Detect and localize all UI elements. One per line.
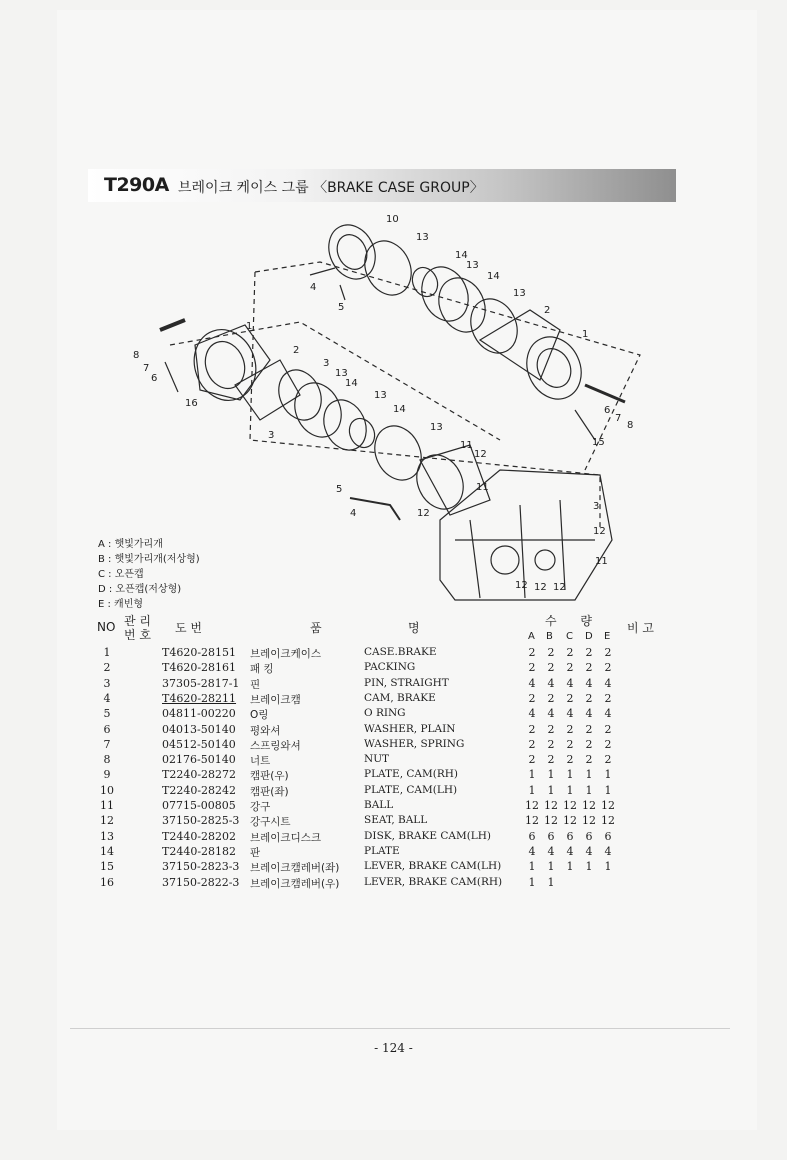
- row-qty-b: 4: [547, 707, 555, 721]
- row-korean-name: 브레이크캠레버(좌): [250, 862, 340, 875]
- row-qty-c: 6: [566, 829, 574, 843]
- row-qty-a: 2: [528, 646, 536, 659]
- row-part-number: T2440-28202: [162, 829, 237, 843]
- row-qty-a: 4: [528, 676, 536, 690]
- callout-1a: 1: [582, 329, 589, 340]
- qty-col-a: A: [528, 631, 535, 642]
- row-qty-a: 4: [528, 844, 536, 858]
- row-qty-e: 2: [604, 661, 612, 675]
- table-row: [0, 814, 787, 829]
- section-code: T290A: [104, 174, 169, 196]
- row-qty-a: 1: [528, 768, 536, 782]
- row-qty-b: 6: [547, 829, 555, 843]
- callout-11b: 11: [595, 556, 608, 567]
- callout-12d: 12: [515, 580, 528, 591]
- row-qty-c: 2: [566, 691, 574, 705]
- row-qty-e: 2: [604, 737, 612, 751]
- row-qty-e: 6: [604, 829, 612, 843]
- row-part-number: 04013-50140: [162, 722, 236, 736]
- table-row: [0, 677, 787, 692]
- page-number: - 124 -: [374, 1041, 413, 1055]
- row-qty-e: 1: [604, 860, 612, 874]
- row-qty-b: 4: [547, 844, 555, 858]
- qty-col-b: B: [546, 631, 553, 642]
- row-korean-name: 캠판(좌): [250, 785, 289, 798]
- row-qty-b: 2: [547, 753, 555, 767]
- row-qty-c: 4: [566, 676, 574, 690]
- row-qty-b: 2: [547, 646, 555, 659]
- table-row: [0, 753, 787, 768]
- row-korean-name: 너트: [250, 755, 271, 768]
- row-qty-a: 6: [528, 829, 536, 843]
- row-qty-b: 12: [544, 799, 558, 812]
- row-no: 14: [100, 844, 114, 858]
- row-description: LEVER, BRAKE CAM(RH): [364, 875, 503, 888]
- row-qty-a: 2: [528, 722, 536, 736]
- row-qty-c: 4: [566, 844, 574, 858]
- row-qty-b: 2: [547, 661, 555, 675]
- callout-13d: 13: [335, 368, 348, 379]
- row-no: 7: [103, 737, 111, 751]
- row-qty-e: 2: [604, 753, 612, 767]
- callout-15: 15: [592, 437, 605, 448]
- row-description: PLATE, CAM(RH): [364, 768, 459, 781]
- row-qty-d: 1: [585, 860, 593, 874]
- row-qty-d: 2: [585, 753, 593, 767]
- callout-14c: 14: [345, 378, 358, 389]
- row-qty-b: 1: [547, 783, 555, 797]
- row-qty-d: 1: [585, 783, 593, 797]
- table-row: [0, 646, 787, 661]
- row-qty-c: 1: [566, 783, 574, 797]
- row-no: 15: [100, 860, 114, 874]
- row-part-number: 37305-2817-1: [162, 676, 240, 690]
- table-row: [0, 738, 787, 753]
- row-no: 5: [103, 707, 111, 721]
- callout-13b: 13: [466, 260, 479, 271]
- callout-4a: 4: [310, 282, 317, 293]
- row-qty-a: 12: [525, 814, 539, 828]
- row-qty-a: 1: [528, 875, 536, 889]
- row-korean-name: O링: [250, 709, 269, 722]
- table-row: [0, 784, 787, 799]
- row-part-number: 37150-2825-3: [162, 814, 240, 828]
- row-qty-c: 2: [566, 661, 574, 675]
- row-description: WASHER, PLAIN: [364, 722, 456, 735]
- row-qty-a: 2: [528, 691, 536, 705]
- row-part-number: T2440-28182: [162, 844, 237, 858]
- row-no: 6: [103, 722, 111, 736]
- row-qty-b: 2: [547, 722, 555, 736]
- row-description: PACKING: [364, 661, 416, 674]
- row-qty-d: 6: [585, 829, 593, 843]
- row-qty-c: 2: [566, 737, 574, 751]
- row-qty-b: 4: [547, 676, 555, 690]
- row-qty-e: 2: [604, 722, 612, 736]
- callout-9: 10: [386, 214, 399, 225]
- row-part-number: T4620-28161: [162, 661, 237, 675]
- row-no: 13: [100, 829, 114, 843]
- row-description: LEVER, BRAKE CAM(LH): [364, 860, 502, 873]
- callout-3a: 3: [323, 358, 330, 369]
- row-qty-b: 1: [547, 768, 555, 782]
- table-row: [0, 692, 787, 707]
- row-description: BALL: [364, 799, 394, 811]
- callout-7b: 7: [615, 413, 622, 424]
- row-qty-c: 2: [566, 722, 574, 736]
- callout-6a: 6: [151, 373, 158, 384]
- row-no: 4: [103, 691, 111, 705]
- row-part-number: 04811-00220: [162, 707, 236, 721]
- table-row: [0, 768, 787, 783]
- row-qty-e: 4: [604, 707, 612, 721]
- callout-13f: 13: [430, 422, 443, 433]
- callout-12c: 12: [593, 526, 606, 537]
- row-no: 12: [100, 814, 114, 828]
- row-description: PIN, STRAIGHT: [364, 676, 449, 689]
- row-part-number: 37150-2823-3: [162, 860, 240, 874]
- callout-8a: 8: [133, 350, 140, 361]
- row-part-number: 37150-2822-3: [162, 875, 240, 889]
- row-qty-e: 4: [604, 844, 612, 858]
- table-row: [0, 799, 787, 814]
- row-qty-d: 2: [585, 737, 593, 751]
- row-qty-b: 12: [544, 814, 558, 828]
- callout-1b: 1: [246, 321, 253, 332]
- qty-col-c: C: [566, 631, 573, 642]
- row-part-number: 04512-50140: [162, 737, 236, 751]
- table-row: [0, 876, 787, 891]
- callout-2b: 2: [293, 345, 300, 356]
- row-description: CASE.BRAKE: [364, 646, 437, 658]
- header-drawing-no: 도 번: [175, 621, 202, 635]
- row-korean-name: 브레이크디스크: [250, 831, 322, 844]
- row-qty-d: 1: [585, 768, 593, 782]
- row-qty-a: 12: [525, 799, 539, 812]
- row-qty-c: 12: [563, 814, 577, 828]
- table-row: [0, 860, 787, 875]
- qty-col-d: D: [585, 631, 593, 642]
- callout-13a: 13: [416, 232, 429, 243]
- row-korean-name: 브레이크캠: [250, 693, 301, 706]
- row-korean-name: 핀: [250, 678, 261, 691]
- row-no: 8: [103, 753, 111, 767]
- row-no: 10: [100, 783, 114, 797]
- row-qty-d: 2: [585, 661, 593, 675]
- callout-5b: 5: [336, 484, 343, 495]
- row-korean-name: 브레이크캠레버(우): [250, 877, 340, 890]
- row-korean-name: 강구시트: [250, 816, 291, 829]
- table-row: [0, 661, 787, 676]
- row-part-number: T2240-28242: [162, 783, 237, 797]
- row-qty-e: 1: [604, 783, 612, 797]
- callout-14b: 14: [487, 271, 500, 282]
- row-qty-a: 1: [528, 860, 536, 874]
- row-description: WASHER, SPRING: [364, 737, 465, 750]
- row-qty-a: 2: [528, 661, 536, 675]
- row-qty-d: 2: [585, 646, 593, 659]
- row-description: DISK, BRAKE CAM(LH): [364, 829, 492, 842]
- row-qty-e: 4: [604, 676, 612, 690]
- legend-item: A : 햇빛가리개: [98, 539, 163, 550]
- row-qty-c: 12: [563, 799, 577, 812]
- table-row: [0, 707, 787, 722]
- callout-4b: 4: [350, 508, 357, 519]
- row-qty-d: 12: [582, 814, 596, 828]
- row-description: PLATE: [364, 844, 400, 857]
- row-part-number: T4620-28151: [162, 646, 237, 659]
- row-korean-name: 판: [250, 846, 261, 859]
- row-qty-b: 2: [547, 737, 555, 751]
- row-description: NUT: [364, 753, 390, 766]
- row-qty-b: 2: [547, 691, 555, 705]
- model-legend: [98, 537, 200, 612]
- row-description: O RING: [364, 707, 406, 720]
- row-korean-name: 평와셔: [250, 724, 281, 737]
- callout-2a: 2: [544, 305, 551, 316]
- callout-3b: 3: [268, 430, 275, 441]
- header-item: 품: [310, 621, 322, 635]
- callout-5a: 5: [338, 302, 345, 313]
- row-korean-name: 패 킹: [250, 663, 274, 676]
- callout-12a: 12: [474, 449, 487, 460]
- row-no: 1: [103, 646, 111, 659]
- row-part-number: 07715-00805: [162, 799, 236, 812]
- row-qty-b: 1: [547, 860, 555, 874]
- row-qty-e: 12: [601, 799, 615, 812]
- section-title: 브레이크 케이스 그룹 〈BRAKE CASE GROUP〉: [178, 180, 484, 196]
- callout-3c: 3: [593, 501, 600, 512]
- callout-13c: 13: [513, 288, 526, 299]
- row-no: 16: [100, 875, 114, 889]
- row-no: 9: [103, 768, 111, 782]
- callout-16: 16: [185, 398, 198, 409]
- row-qty-d: 2: [585, 722, 593, 736]
- row-qty-a: 2: [528, 753, 536, 767]
- row-qty-e: 1: [604, 768, 612, 782]
- callout-11c: 12: [534, 582, 547, 593]
- row-part-number: T4620-28211: [162, 691, 237, 705]
- header-name: 명: [408, 621, 420, 635]
- row-qty-c: 2: [566, 646, 574, 659]
- header-remarks: 비 고: [627, 621, 654, 635]
- header-mgmt-top: 관 리: [124, 614, 151, 628]
- row-korean-name: 강구: [250, 801, 271, 813]
- row-qty-a: 1: [528, 783, 536, 797]
- callout-12b: 12: [417, 508, 430, 519]
- header-no: NO: [97, 620, 116, 634]
- table-row: [0, 830, 787, 845]
- row-qty-d: 12: [582, 799, 596, 812]
- row-qty-e: 12: [601, 814, 615, 828]
- callout-14a: 14: [455, 250, 468, 261]
- callout-10: 11: [460, 440, 473, 451]
- legend-item: D : 오픈캡(저상형): [98, 584, 182, 595]
- callout-13e: 13: [374, 390, 387, 401]
- row-qty-d: 2: [585, 691, 593, 705]
- row-qty-c: 4: [566, 707, 574, 721]
- row-qty-e: 2: [604, 691, 612, 705]
- row-qty-d: 4: [585, 707, 593, 721]
- row-description: SEAT, BALL: [364, 814, 428, 827]
- row-qty-a: 4: [528, 707, 536, 721]
- header-mgmt-bottom: 번 호: [124, 628, 151, 642]
- row-no: 2: [103, 661, 111, 675]
- row-description: CAM, BRAKE: [364, 691, 436, 704]
- row-qty-a: 2: [528, 737, 536, 751]
- row-qty-e: 2: [604, 646, 612, 659]
- table-row: [0, 723, 787, 738]
- legend-item: E : 캐빈형: [98, 599, 144, 610]
- row-korean-name: 캠판(우): [250, 770, 289, 783]
- row-no: 11: [100, 799, 114, 812]
- callout-6b: 6: [604, 405, 611, 416]
- callout-8b: 8: [627, 420, 634, 431]
- row-qty-d: 4: [585, 676, 593, 690]
- row-no: 3: [103, 676, 111, 690]
- header-quantity: 수 량: [545, 614, 592, 628]
- callout-labels: [133, 214, 633, 593]
- qty-col-e: E: [604, 631, 611, 642]
- row-qty-c: 1: [566, 860, 574, 874]
- row-qty-c: 1: [566, 768, 574, 782]
- legend-item: B : 햇빛가리개(저상형): [98, 554, 200, 565]
- legend-item: C : 오픈캡: [98, 569, 144, 580]
- row-qty-c: 2: [566, 753, 574, 767]
- row-korean-name: 브레이크케이스: [250, 648, 322, 660]
- callout-12e: 12: [553, 582, 566, 593]
- row-korean-name: 스프링와셔: [250, 739, 301, 752]
- footer-divider: [70, 1028, 730, 1029]
- callout-14d: 14: [393, 404, 406, 415]
- table-row: [0, 845, 787, 860]
- row-qty-d: 4: [585, 844, 593, 858]
- row-description: PLATE, CAM(LH): [364, 783, 458, 796]
- row-part-number: 02176-50140: [162, 753, 236, 767]
- callout-7a: 7: [143, 363, 150, 374]
- row-part-number: T2240-28272: [162, 768, 237, 782]
- callout-11a: 11: [476, 482, 489, 493]
- row-qty-b: 1: [547, 875, 555, 889]
